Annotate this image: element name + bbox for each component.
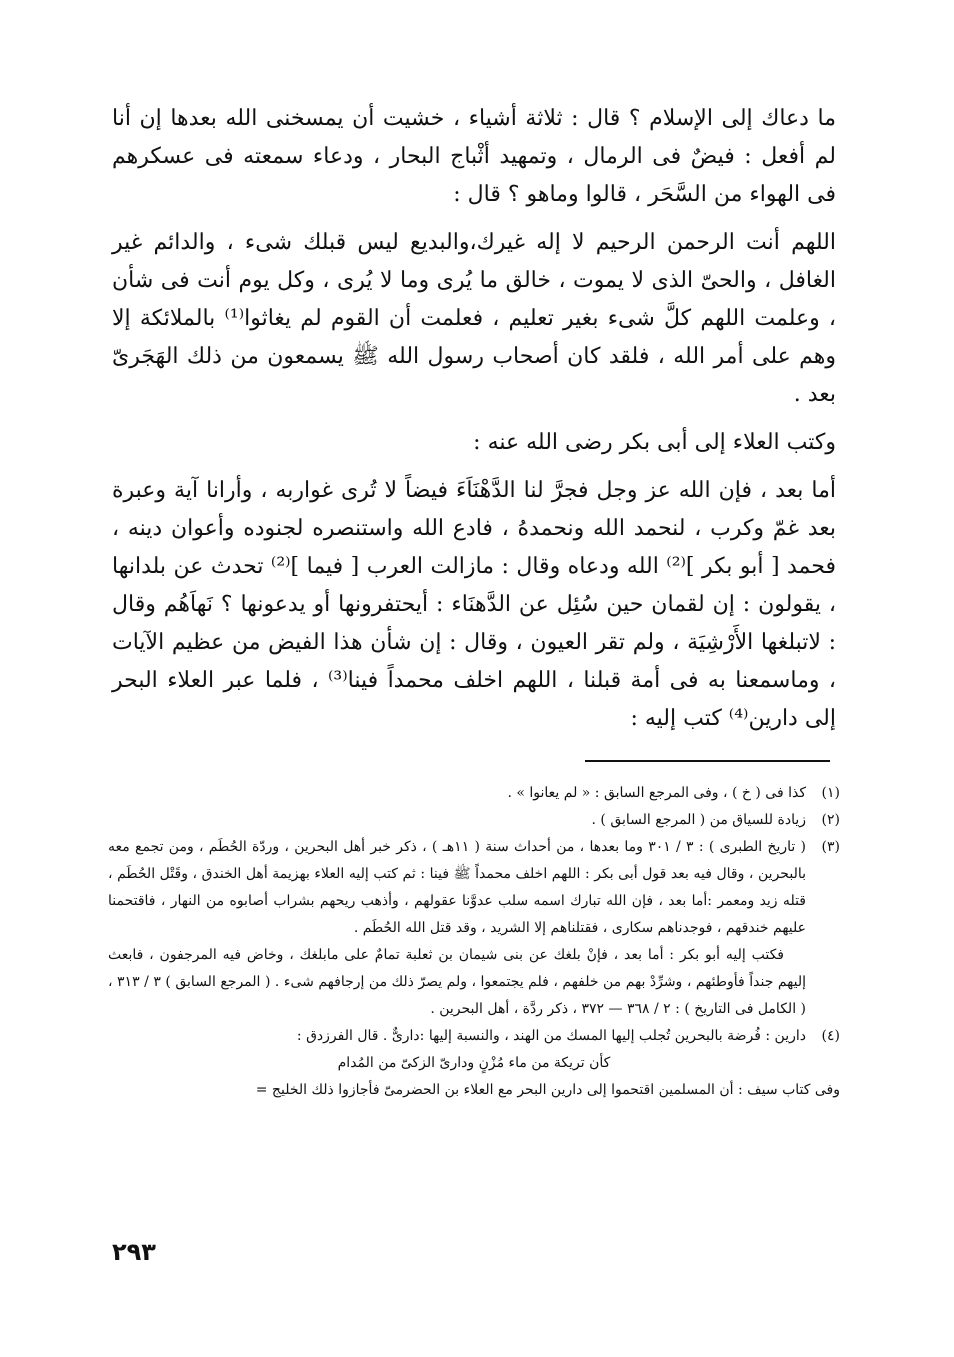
footnote-text: كذا فى ( خ ) ، وفى المرجع السابق : « لم يعانوا » . bbox=[507, 785, 806, 801]
footnote-separator bbox=[585, 760, 830, 762]
footnote-number: (٢) bbox=[821, 812, 840, 828]
paragraph-3-letter-intro: وكتب العلاء إلى أبى بكر رضى الله عنه : bbox=[473, 430, 836, 455]
paragraph-4-letter: أما بعد ، فإن الله عز وجل فجرَّ لنا الدَّهْنَاَءَ فيضاً لا تُرى غواربه ، وأرانا آية وعبرة بعد غمّ وكرب ، لنحمد الله ونحمدهُ ، فادع الله واستنصره لجنوده وأعوان دينه ، فحمد [ أبو بكر ]⁽²⁾ الله ودعاه وقال : مازالت العرب [ فيما ]⁽²⁾ تحدث عن بلدانها ، يقولون : إن لقمان حين سُئِل عن الدَّهنَاء : أيحتفرونها أو يدعونها ؟ نَهاَهُم وقال : لاتبلغها الأَرْشِيَة ، ولم تقر العيون ، وقال : إن شأن هذا الفيض من عظيم الآيات ، وماسمعنا به فى أمة قبلنا ، اللهم اخلف محمداً فينا⁽³⁾ ، فلما عبر العلاء البحر إلى دارين⁽⁴⁾ كتب إليه : bbox=[112, 478, 836, 731]
footnote-text: زيادة للسياق من ( المرجع السابق ) . bbox=[591, 812, 806, 828]
footnote-number: (٤) bbox=[821, 1028, 840, 1044]
footnote-3 bbox=[108, 834, 840, 942]
footnote-4 bbox=[108, 1023, 840, 1050]
main-text bbox=[112, 100, 836, 748]
footnote-text: دارين : فُرضة بالبحرين تُجلب إليها المسك من الهند ، والنسبة إليها :دارىٌّ . قال الفرزدق : bbox=[296, 1028, 806, 1044]
footnotes bbox=[108, 780, 840, 1104]
page-number: ٢٩٣ bbox=[112, 1238, 156, 1266]
footnote-number: (٣) bbox=[821, 839, 840, 855]
paragraph-2-prayer: اللهم أنت الرحمن الرحيم لا إله غيرك،والبديع ليس قبلك شىء ، والدائم غير الغافل ، والحىّ الذى لا يموت ، خالق ما يُرى وما لا يُرى ، وكل يوم أنت فى شأن ، وعلمت اللهم كلَّ شىء بغير تعليم ، فعلمت أن القوم لم يغاثوا⁽¹⁾ بالملائكة إلا وهم على أمر الله ، فلقد كان أصحاب رسول الله ﷺ يسمعون من ذلك الهَجَرىّ بعد . bbox=[112, 230, 836, 407]
footnote-4-tail: وفى كتاب سيف : أن المسلمين اقتحموا إلى دارين البحر مع العلاء بن الحضرمىّ فأجازوا ذلك الخليج = bbox=[255, 1082, 840, 1098]
footnote-text: ( تاريخ الطبرى ) : ٣ / ٣٠١ وما بعدها ، من أحداث سنة ( ١١هـ ) ، ذكر خبر أهل البحرين ، وردّة الحُطَم ، ومن تجمع معه بالبحرين ، وقال فيه بعد قول أبى بكر : اللهم اخلف محمداً ﷺ فينا : ثم كتب إليه العلاء بهزيمة أهل الخندق ، وقَتْل الحُطَم ، قتله زيد ومعمر :أما بعد ، فإن الله تبارك اسمه سلب عدوَّنا عقولهم ، وأذهب ريحهم بشراب أصابوه من النهار ، فاقتحمنا عليهم خندقهم ، فوجدناهم سكارى ، فقتلناهم إلا الشريد ، وقد قتل الله الحُطَم . bbox=[108, 839, 806, 936]
footnote-2 bbox=[108, 807, 840, 834]
footnote-1 bbox=[108, 780, 840, 807]
footnote-3-continuation: فكتب إليه أبو بكر : أما بعد ، فإنْ بلغك عن بنى شيمان بن ثعلبة تمامٌ على مابلغك ، وخاض فيه المرجفون ، فابعث إليهم جنداً فأوطئهم ، وشرِّدْ بهم من خلفهم ، فلم يجتمعوا ، ولم يصرّ ذلك من إرجافهم شىء . ( المرجع السابق ) ٣ / ٣١٣ ، ( الكامل فى التاريخ ) : ٢ / ٣٦٨ — ٣٧٢ ، ذكر ردَّة ، أهل البحرين . bbox=[108, 947, 807, 1017]
paragraph-1: ما دعاك إلى الإسلام ؟ قال : ثلاثة أشياء ، خشيت أن يمسخنى الله بعدها إن أنا لم أفعل : فيضٌ فى الرمال ، وتمهيد أثْباج البحار ، ودعاء سمعته فى عسكرهم فى الهواء من السَّحَر ، قالوا وماهو ؟ قال : bbox=[112, 106, 836, 207]
poem-verse: كأن تريكة من ماء مُزْنٍ ودارىّ الزكىّ من المُدام bbox=[337, 1055, 611, 1071]
footnote-number: (١) bbox=[821, 785, 840, 801]
